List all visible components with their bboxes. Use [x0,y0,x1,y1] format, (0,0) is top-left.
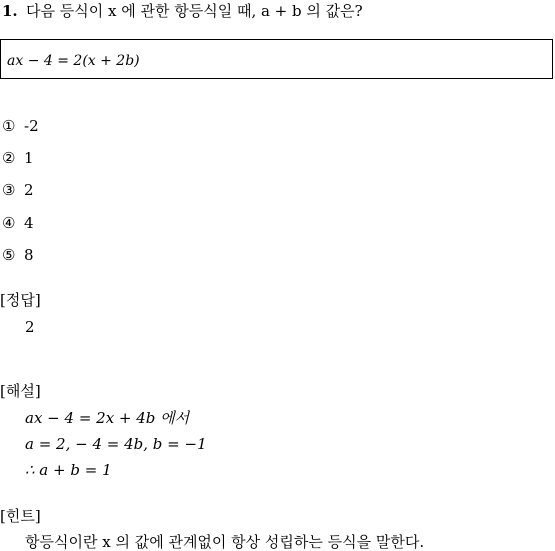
choice-item [2,216,34,231]
answer-value: 2 [25,318,35,336]
question-number: 1. [2,2,18,20]
choice-item [2,151,34,166]
answer-heading: [정답] [0,291,41,309]
choice-value: 2 [24,181,34,199]
choice-value: 1 [24,149,34,167]
explanation-heading: [해설] [0,382,41,400]
choice-marker: ④ [2,214,16,232]
explanation-line: ∴ a + b = 1 [25,461,112,479]
choice-value: 4 [24,214,34,232]
choice-item [2,183,34,198]
explanation-line: ax − 4 = 2x + 4b 에서 [25,409,190,427]
choice-item [2,119,39,134]
choice-value: -2 [24,117,39,135]
choice-item [2,248,34,263]
hint-text: 항등식이란 x 의 값에 관계없이 항상 성립하는 등식을 말한다. [25,533,425,551]
choice-marker: ① [2,117,16,135]
explanation-line: a = 2, − 4 = 4b, b = −1 [25,435,207,453]
question-text: 다음 등식이 x 에 관한 항등식일 때, a + b 의 값은? [26,2,363,20]
choice-marker: ③ [2,181,16,199]
given-equation: ax − 4 = 2(x + 2b) [7,53,140,69]
choice-value: 8 [24,246,34,264]
hint-heading: [힌트] [0,507,41,525]
choice-marker: ⑤ [2,246,16,264]
equation-box [0,39,553,79]
choice-marker: ② [2,149,16,167]
